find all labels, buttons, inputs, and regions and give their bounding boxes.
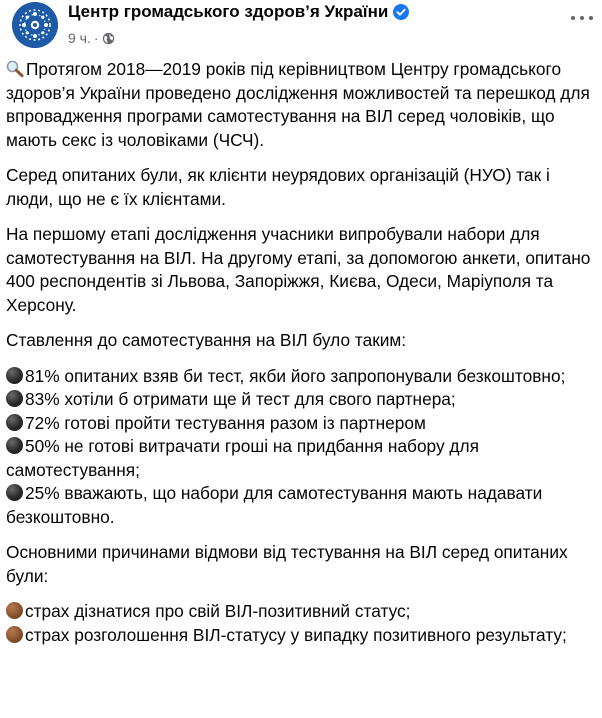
logo-icon [12, 2, 58, 48]
post-intro-text: Протягом 2018—2019 років під керівництвом Центру громадського здоров’я України проведено дослідження можливостей та перешкод для впровадження програми самотестування на ВІЛ серед чоловіків, що мають секс із чоловіками (ЧСЧ). [6, 59, 590, 150]
list-item-text: страх дізнатися про свій ВІЛ-позитивний статус; [25, 601, 411, 621]
more-options-button[interactable] [570, 8, 596, 28]
list-item-text: 81% опитаних взяв би тест, якби його запропонували безкоштовно; [25, 365, 566, 386]
avatar[interactable] [12, 2, 58, 48]
meta-separator: · [93, 30, 99, 46]
list-item-text: 72% готові пройти тестування разом із партнером [25, 412, 426, 433]
post-header [6, 0, 602, 58]
black-circle-icon [6, 414, 23, 431]
reasons-list [6, 600, 594, 647]
black-circle-icon [6, 437, 23, 454]
list-item-text: страх розголошення ВІЛ-статусу у випадку позитивного результату; [25, 624, 567, 645]
post-paragraph-attitude-heading: Ставлення до самотестування на ВІЛ було таким: [6, 330, 407, 350]
list-item-text: 83% хотіли б отримати ще й тест для свого партнера; [25, 389, 456, 409]
list-item-text: 50% не готові витрачати гроші на придбання набору для самотестування; [6, 436, 479, 480]
post-text [6, 58, 602, 647]
verified-badge-icon [393, 4, 409, 20]
list-item [6, 412, 594, 436]
globe-icon[interactable] [102, 32, 115, 45]
black-circle-icon [6, 390, 23, 407]
attitudes-list [6, 365, 594, 530]
list-item [6, 600, 594, 624]
more-options-icon [589, 16, 593, 20]
post-intro-paragraph [6, 58, 594, 152]
post-meta [68, 30, 115, 46]
page-name[interactable] [68, 2, 409, 22]
page-name-text[interactable]: Центр громадського здоров’я України [68, 2, 389, 21]
list-item [6, 624, 594, 648]
brown-circle-icon [6, 602, 23, 619]
magnifying-glass-icon [6, 60, 24, 77]
list-item-text: 25% вважають, що набори для самотестування мають надавати безкоштовно. [6, 483, 543, 527]
brown-circle-icon [6, 626, 23, 643]
post-paragraph-stages: На першому етапі дослідження учасники випробували набори для самотестування на ВІЛ. На другому етапі, за допомогою анкети, опитано 400 респондентів зі Львова, Запоріжжя, Києва, Одеси, Маріуполя та Херсону. [6, 224, 591, 315]
list-item [6, 388, 594, 412]
post-timestamp[interactable]: 9 ч. [68, 30, 91, 46]
black-circle-icon [6, 484, 23, 501]
more-options-icon [580, 16, 584, 20]
list-item [6, 365, 594, 389]
list-item [6, 482, 594, 529]
more-options-icon [571, 16, 575, 20]
post-paragraph-reasons-heading: Основними причинами відмови від тестування на ВІЛ серед опитаних були: [6, 542, 568, 586]
list-item [6, 435, 594, 482]
post-paragraph-respondents: Серед опитаних були, як клієнти неурядових організацій (НУО) так і люди, що не є їх клієнтами. [6, 165, 550, 209]
black-circle-icon [6, 367, 23, 384]
